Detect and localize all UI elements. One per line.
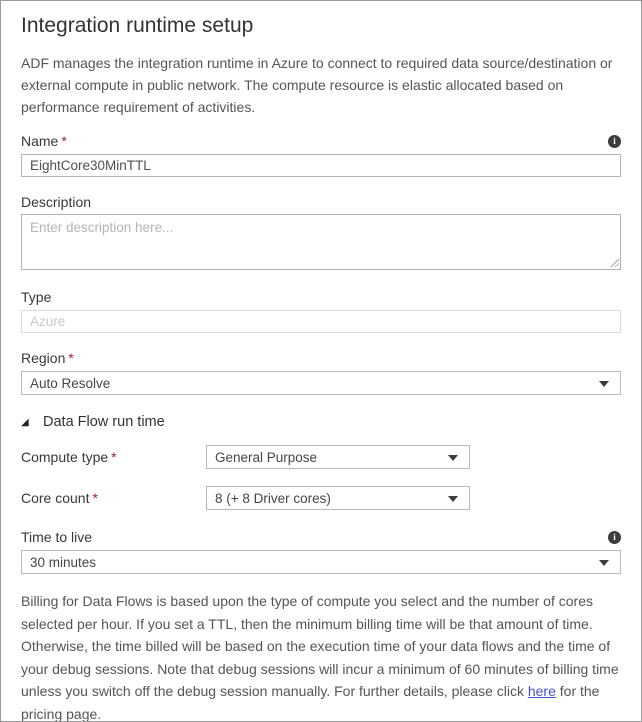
caret-down-icon	[599, 381, 609, 387]
pricing-page-link[interactable]: here	[527, 683, 556, 699]
description-label: Description	[21, 194, 92, 210]
time-to-live-dropdown[interactable]	[21, 550, 621, 574]
core-count-dropdown[interactable]	[206, 486, 470, 510]
caret-down-icon	[448, 455, 458, 461]
time-to-live-dropdown-value: 30 minutes	[30, 554, 97, 570]
core-count-label: Core count *	[21, 490, 98, 506]
compute-type-dropdown-value: General Purpose	[215, 449, 318, 465]
billing-note	[21, 590, 621, 722]
description-field-group	[21, 193, 621, 270]
data-flow-runtime-expander[interactable]	[21, 414, 621, 430]
region-dropdown[interactable]	[21, 371, 621, 395]
info-icon[interactable]: i	[608, 135, 621, 148]
type-label: Type	[21, 289, 52, 305]
page-title: Integration runtime setup	[21, 14, 254, 37]
description-textarea[interactable]	[21, 214, 621, 270]
required-asterisk: *	[92, 490, 98, 506]
name-label: Name *	[21, 133, 67, 149]
caret-down-icon	[599, 560, 609, 566]
required-asterisk: *	[68, 350, 74, 366]
time-to-live-field-group	[21, 528, 621, 574]
region-field-group	[21, 349, 621, 395]
intro-text: ADF manages the integration runtime in Azure to connect to required data source/destination or external compute in public network. The compute resource is elastic allocated based on performance requirement of activities.	[21, 55, 613, 115]
core-count-row	[21, 486, 621, 510]
type-field-group	[21, 288, 621, 333]
compute-type-dropdown[interactable]	[206, 445, 470, 469]
region-dropdown-value: Auto Resolve	[30, 375, 111, 391]
expander-triangle-icon: ◢	[21, 416, 29, 428]
region-label: Region *	[21, 350, 74, 366]
compute-type-row	[21, 445, 621, 469]
billing-text-before: Billing for Data Flows is based upon the type of compute you select and the number of cores selected per hour. If you set a TTL, then the minimum billing time will be that amount of time. Otherwise, the time billed will be based on the execution time of your data flows and the time of your debug sessions. Note that debug sessions will incur a minimum of 60 minutes of billing time unless you switch off the debug session manually. For further details, please click	[21, 593, 619, 699]
time-to-live-label: Time to live	[21, 529, 93, 545]
required-asterisk: *	[61, 133, 67, 149]
name-input[interactable]	[21, 154, 621, 177]
data-flow-runtime-label: Data Flow run time	[43, 414, 165, 430]
info-icon[interactable]: i	[608, 531, 621, 544]
compute-type-label: Compute type *	[21, 449, 117, 465]
core-count-dropdown-value: 8 (+ 8 Driver cores)	[215, 490, 331, 506]
name-field-group	[21, 132, 621, 177]
type-input	[21, 310, 621, 333]
caret-down-icon	[448, 496, 458, 502]
billing-text-after: for the pricing page.	[21, 683, 600, 722]
required-asterisk: *	[111, 449, 117, 465]
